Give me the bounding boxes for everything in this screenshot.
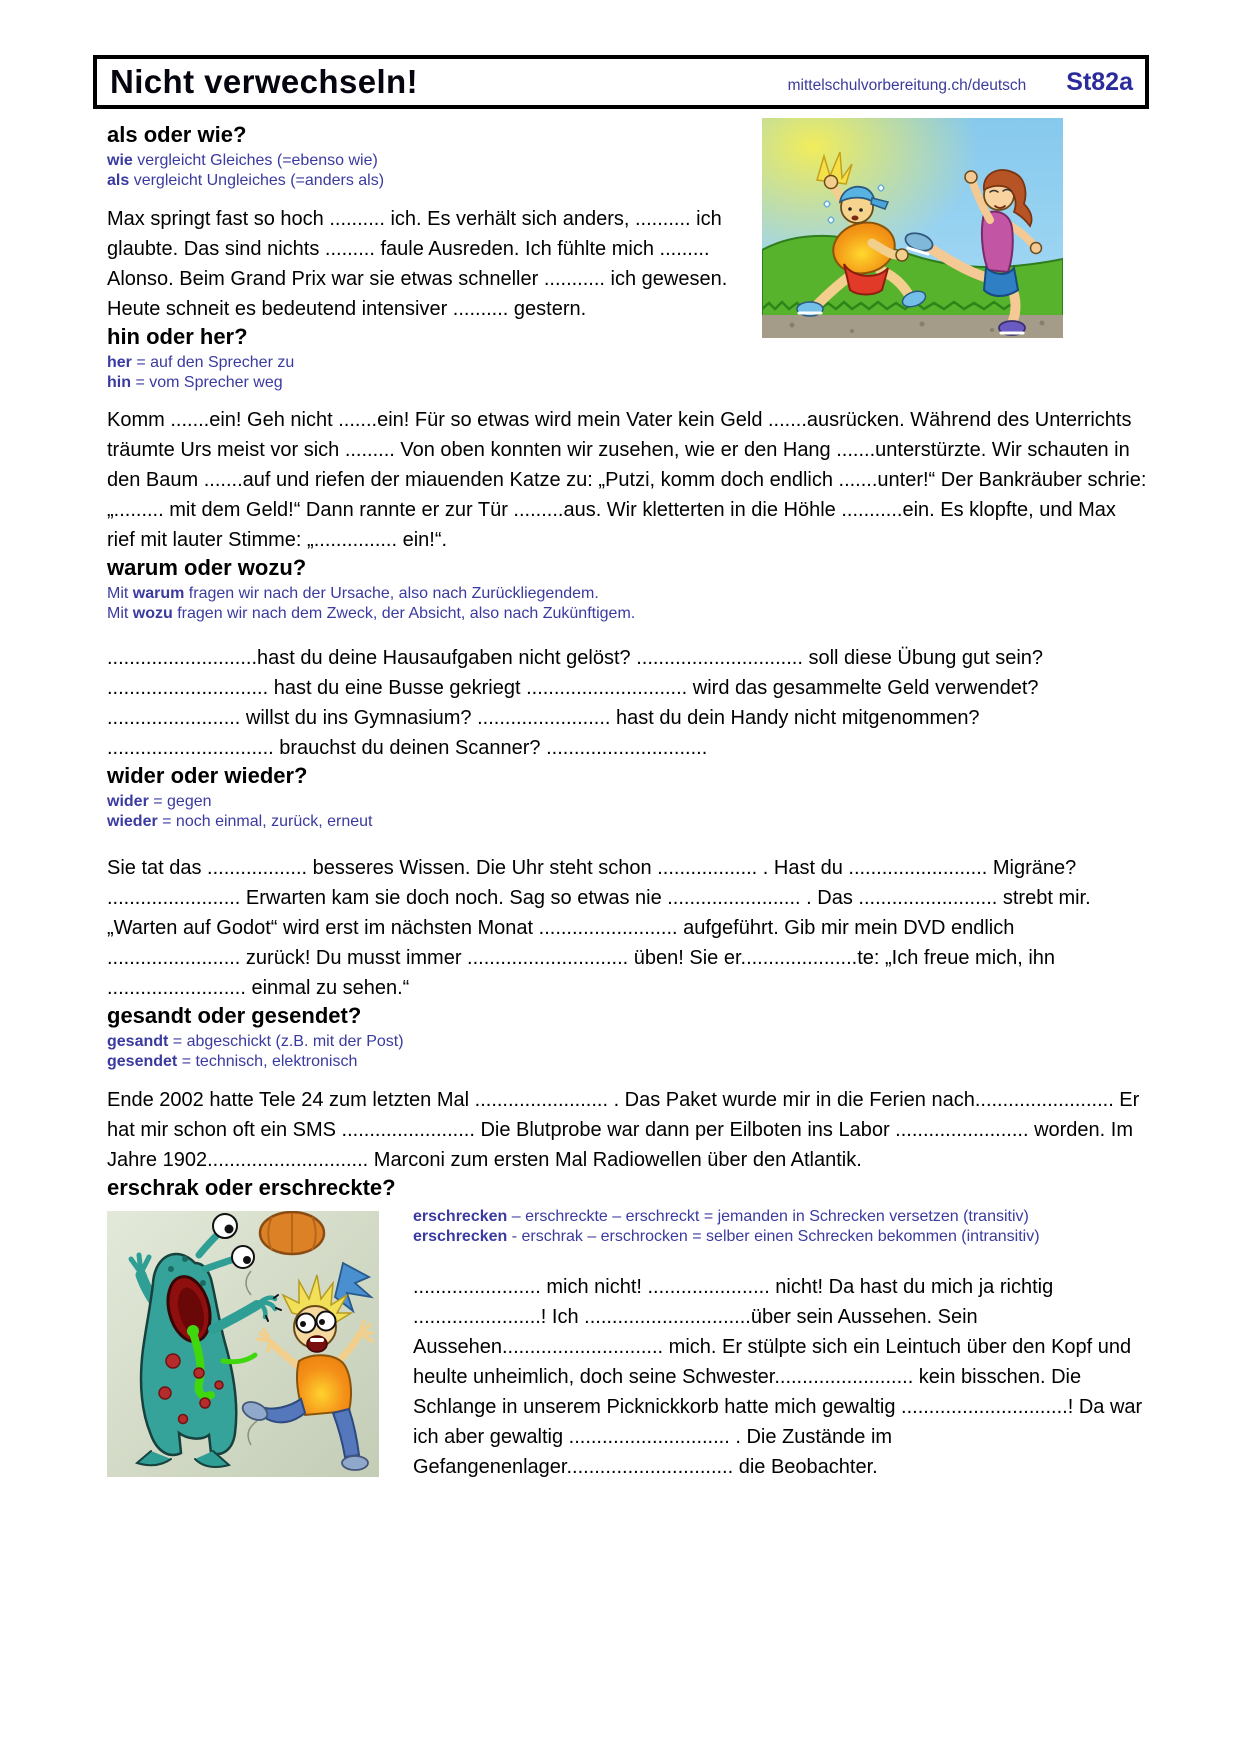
section-als-wie — [107, 122, 1149, 324]
def-term: wie — [107, 152, 133, 169]
def-term: als — [107, 171, 130, 189]
section-heading: hin oder her? — [107, 324, 248, 349]
def-text: vergleicht Gleiches (=ebenso wie) — [132, 152, 378, 169]
def-prefix: Mit — [107, 585, 133, 602]
def-term: wozu — [132, 604, 173, 622]
section-gesandt-gesendet — [107, 1003, 1149, 1175]
monster-cartoon-svg — [107, 1211, 379, 1477]
section-heading: als oder wie? — [107, 122, 247, 147]
definition-line — [107, 373, 1149, 393]
def-text: fragen wir nach dem Zweck, der Absicht, also nach Zukünftigem. — [172, 604, 636, 622]
monster-illustration — [107, 1211, 379, 1477]
title-meta — [788, 68, 1133, 97]
def-text: – erschreckte – erschreckt = jemanden in Schrecken versetzen (transitiv) — [507, 1208, 1029, 1225]
section-hin-her — [107, 324, 1149, 555]
def-text: = vom Sprecher weg — [131, 373, 283, 391]
section-erschrak-erschreckte — [107, 1175, 1149, 1482]
def-term: erschrecken — [413, 1227, 508, 1245]
def-term: her — [107, 354, 132, 371]
def-text: = abgeschickt (z.B. mit der Post) — [168, 1033, 404, 1050]
def-term: warum — [132, 585, 185, 602]
definition-line — [107, 604, 1149, 624]
definitions — [107, 792, 1149, 831]
site-label: mittelschulvorbereitung.ch/deutsch — [787, 76, 1027, 94]
title-box — [93, 55, 1149, 109]
def-term: gesendet — [107, 1052, 178, 1070]
def-term: wieder — [107, 812, 158, 830]
def-term: wider — [107, 793, 149, 810]
definition-line — [107, 812, 1149, 832]
exercise-text-hin-her: Komm .......ein! Geh nicht .......ein! Für so etwas wird mein Vater kein Geld .......ausrücken. Während des Unterrichts träumte Urs meist vor sich ......... Von oben konnten wir zusehen, wie er den Hang .......unterstürzte. Wir schauten in den Baum .......auf und riefen der miauenden Katze zu: „Putzi, komm doch endlich .......unter!“ Der Bankräuber schrie: „......... mit dem Geld!“ Dann rannte er zur Tür .........aus. Wir kletterten in die Höhle ...........ein. Es klopfte, und Max rief mit lauter Stimme: „............... ein!“. — [107, 409, 1147, 551]
section-warum-wozu — [107, 555, 1149, 763]
definition-line — [107, 171, 1149, 191]
section-heading: gesandt oder gesendet? — [107, 1003, 362, 1028]
def-prefix: Mit — [107, 604, 133, 622]
section-heading: wider oder wieder? — [107, 763, 308, 788]
def-text: = noch einmal, zurück, erneut — [157, 812, 373, 830]
def-term: hin — [107, 373, 131, 391]
def-text: - erschrak – erschrocken = selber einen Schrecken bekommen (intransitiv) — [507, 1227, 1040, 1245]
section-heading: erschrak oder erschreckte? — [107, 1175, 396, 1200]
definition-line — [107, 353, 1149, 373]
def-text: = technisch, elektronisch — [177, 1052, 358, 1070]
section-heading: warum oder wozu? — [107, 555, 307, 580]
definition-line — [107, 792, 1149, 812]
definition-line — [107, 1032, 1149, 1052]
definition-line — [107, 1052, 1149, 1072]
def-term: gesandt — [107, 1033, 169, 1050]
definitions — [107, 1032, 1149, 1071]
exercise-text-wider-wieder: Sie tat das .................. besseres Wissen. Die Uhr steht schon .................. . Hast du ......................... Migräne? ........................ Erwarten kam sie doch noch. Sag so etwas nie ........................ . Das ......................... strebt mir. „Warten auf Godot“ wird erst im nächsten Monat ......................... aufgeführt. Gib mir mein DVD endlich ........................ zurück! Du musst immer ............................. üben! Sie er.....................te: „Ich freue mich, ihn ......................... einmal zu sehen.“ — [107, 857, 1091, 999]
section-body — [107, 1207, 1149, 1482]
exercise-text-gesandt-gesendet: Ende 2002 hatte Tele 24 zum letzten Mal ........................ . Das Paket wurde mir in die Ferien nach......................... Er hat mir schon oft ein SMS ........................ Die Blutprobe war dann per Eilboten ins Labor ........................ worden. Im Jahre 1902............................. Marconi zum ersten Mal Radiowellen über den Atlantik. — [107, 1089, 1140, 1171]
exercise-text-warum-wozu: ...........................hast du deine Hausaufgaben nicht gelöst? .............................. soll diese Übung gut sein? ............................. hast du eine Busse gekriegt ............................. wird das gesammelte Geld verwendet? ........................ willst du ins Gymnasium? ........................ hast du dein Handy nicht mitgenommen? .............................. brauchst du deinen Scanner? ............................. — [107, 647, 1044, 759]
section-wider-wieder — [107, 763, 1149, 1003]
worksheet-code: St82a — [1066, 67, 1133, 96]
page-title: Nicht verwechseln! — [110, 63, 418, 100]
content-column — [107, 122, 1149, 1482]
definition-line — [107, 584, 1149, 604]
definition-line — [107, 151, 1149, 171]
def-text: vergleicht Ungleiches (=anders als) — [129, 171, 385, 189]
definitions — [107, 584, 1149, 623]
def-term: erschrecken — [413, 1208, 508, 1225]
definitions — [107, 353, 1149, 392]
def-text: = gegen — [148, 793, 212, 810]
def-text: = auf den Sprecher zu — [131, 354, 295, 371]
exercise-text-erschrak-erschreckte: ....................... mich nicht! ...................... nicht! Da hast du mich ja richtig .......................! Ich ..............................über sein Aussehen. Sein Aussehen............................. mich. Er stülpte sich ein Leintuch über den Kopf und heulte unheimlich, doch seine Schwester......................... kein bisschen. Die Schlange in unserem Picknickkorb hatte mich gewaltig ..............................! Da war ich aber gewaltig ............................. . Die Zustände im Gefangenenlager.............................. die Beobachter. — [413, 1276, 1143, 1478]
def-text: fragen wir nach der Ursache, also nach Zurückliegendem. — [184, 585, 599, 602]
exercise-text-als-wie: Max springt fast so hoch .......... ich. Es verhält sich anders, .......... ich glaubte. Das sind nichts ......... faule Ausreden. Ich fühlte mich ......... Alonso. Beim Grand Prix war sie etwas schneller ........... ich gewesen. Heute schneit es bedeutend intensiver .......... gestern. — [107, 208, 728, 320]
definitions — [107, 151, 1149, 190]
